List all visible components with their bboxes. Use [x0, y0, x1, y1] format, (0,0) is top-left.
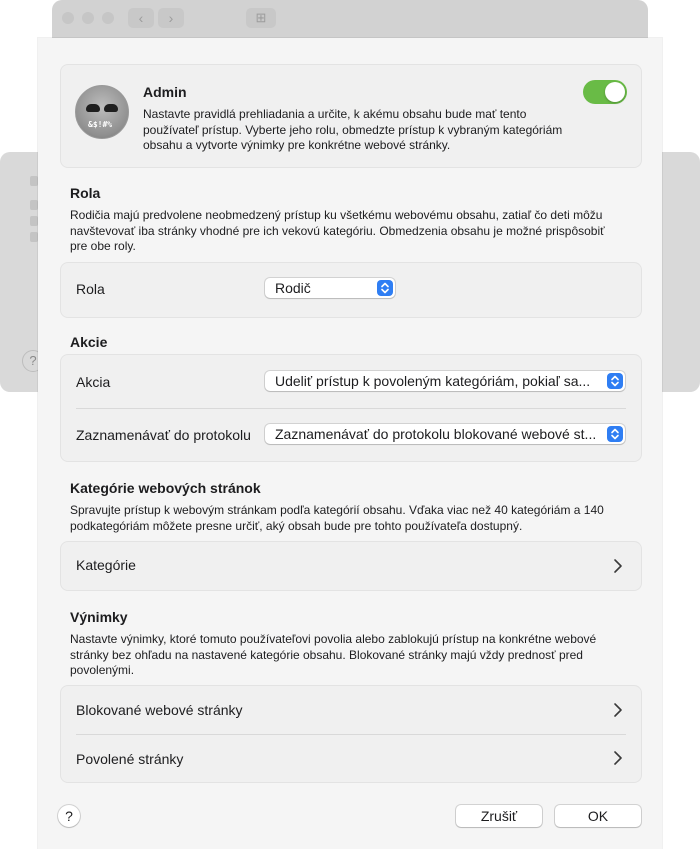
web-filter-sheet: [38, 38, 662, 849]
log-popup-value: Zaznamenávať do protokolu blokované webové st...: [275, 426, 597, 442]
background-help-button: ?: [22, 350, 44, 372]
exceptions-section-title: Výnimky: [70, 609, 128, 625]
blocked-sites-row[interactable]: [61, 686, 641, 734]
categories-row[interactable]: [60, 541, 642, 591]
log-popup[interactable]: [265, 424, 625, 444]
actions-section-title: Akcie: [70, 334, 108, 350]
actions-card: [60, 354, 642, 462]
cancel-button[interactable]: Zrušiť: [456, 805, 542, 827]
popup-stepper-icon: [377, 280, 393, 296]
categories-section-title: Kategórie webových stránok: [70, 480, 261, 496]
exceptions-card: [60, 685, 642, 783]
back-button[interactable]: ‹: [128, 8, 154, 28]
background-text-fragment: [30, 216, 38, 226]
role-section-description: Rodičia majú predvolene neobmedzený prístup ku všetkému webovému obsahu, zatiaľ čo deti môžu navštevovať iba stránky vhodné pre ich vekovú kategóriu. Obmedzenia obsahu je možné prispôsobiť pre obe roly.: [70, 208, 605, 253]
chevron-right-icon: [613, 558, 623, 574]
role-popup[interactable]: [265, 278, 395, 298]
role-section-title: Rola: [70, 185, 101, 201]
allowed-sites-row[interactable]: [61, 735, 641, 782]
role-card: [60, 262, 642, 318]
log-row-label: Zaznamenávať do protokolu: [76, 427, 251, 443]
categories-section-description: Spravujte prístup k webovým stránkam podľa kategórií obsahu. Vďaka viac než 40 kategóriám a 140 podkategóriám môžete presne určiť, aký obsah bude pre tohto používateľa dostupný.: [70, 503, 604, 533]
background-text-fragment: [30, 232, 38, 242]
window-toolbar: [52, 0, 648, 38]
action-popup[interactable]: [265, 371, 625, 391]
background-text-fragment: [30, 200, 38, 210]
categories-row-label: Kategórie: [76, 557, 136, 573]
zoom-window-button[interactable]: [102, 12, 114, 24]
role-popup-value: Rodič: [275, 280, 311, 296]
close-window-button[interactable]: [62, 12, 74, 24]
popup-stepper-icon: [607, 426, 623, 442]
popup-stepper-icon: [607, 373, 623, 389]
avatar-text: &$!#%: [88, 120, 113, 129]
ok-button[interactable]: OK: [555, 805, 641, 827]
row-divider: [76, 408, 626, 409]
chevron-right-icon: [613, 702, 623, 718]
forward-button[interactable]: ›: [158, 8, 184, 28]
grid-view-button[interactable]: ⊞: [246, 8, 276, 28]
background-text-fragment: [30, 176, 38, 186]
avatar-eye-icon: [86, 104, 100, 112]
allowed-sites-label: Povolené stránky: [76, 751, 184, 767]
blocked-sites-label: Blokované webové stránky: [76, 702, 243, 718]
avatar: [75, 85, 129, 139]
help-button[interactable]: ?: [58, 805, 80, 827]
user-description: Nastavte pravidlá prehliadania a určite, k akému obsahu bude mať tento používateľ prístup. Vyberte jeho rolu, obmedzte prístup k vybraným kategóriám obsahu a vytvorte výnimky pre konkrétne webové stránky.: [143, 107, 563, 152]
action-row-label: Akcia: [76, 374, 111, 390]
user-name: Admin: [143, 84, 187, 100]
chevron-right-icon: [613, 750, 623, 766]
action-popup-value: Udeliť prístup k povoleným kategóriám, pokiaľ sa...: [275, 373, 591, 389]
toggle-knob: [605, 82, 625, 102]
role-row-label: Rola: [76, 281, 105, 297]
minimize-window-button[interactable]: [82, 12, 94, 24]
exceptions-section-description: Nastavte výnimky, ktoré tomuto používateľovi povolia alebo zablokujú prístup na konkrétne webové stránky bez ohľadu na nastavené kategórie obsahu. Blokované stránky majú vždy prednosť pred povolenými.: [70, 632, 597, 677]
avatar-eye-icon: [104, 104, 118, 112]
user-card: [60, 64, 642, 168]
enable-toggle[interactable]: [583, 80, 627, 104]
